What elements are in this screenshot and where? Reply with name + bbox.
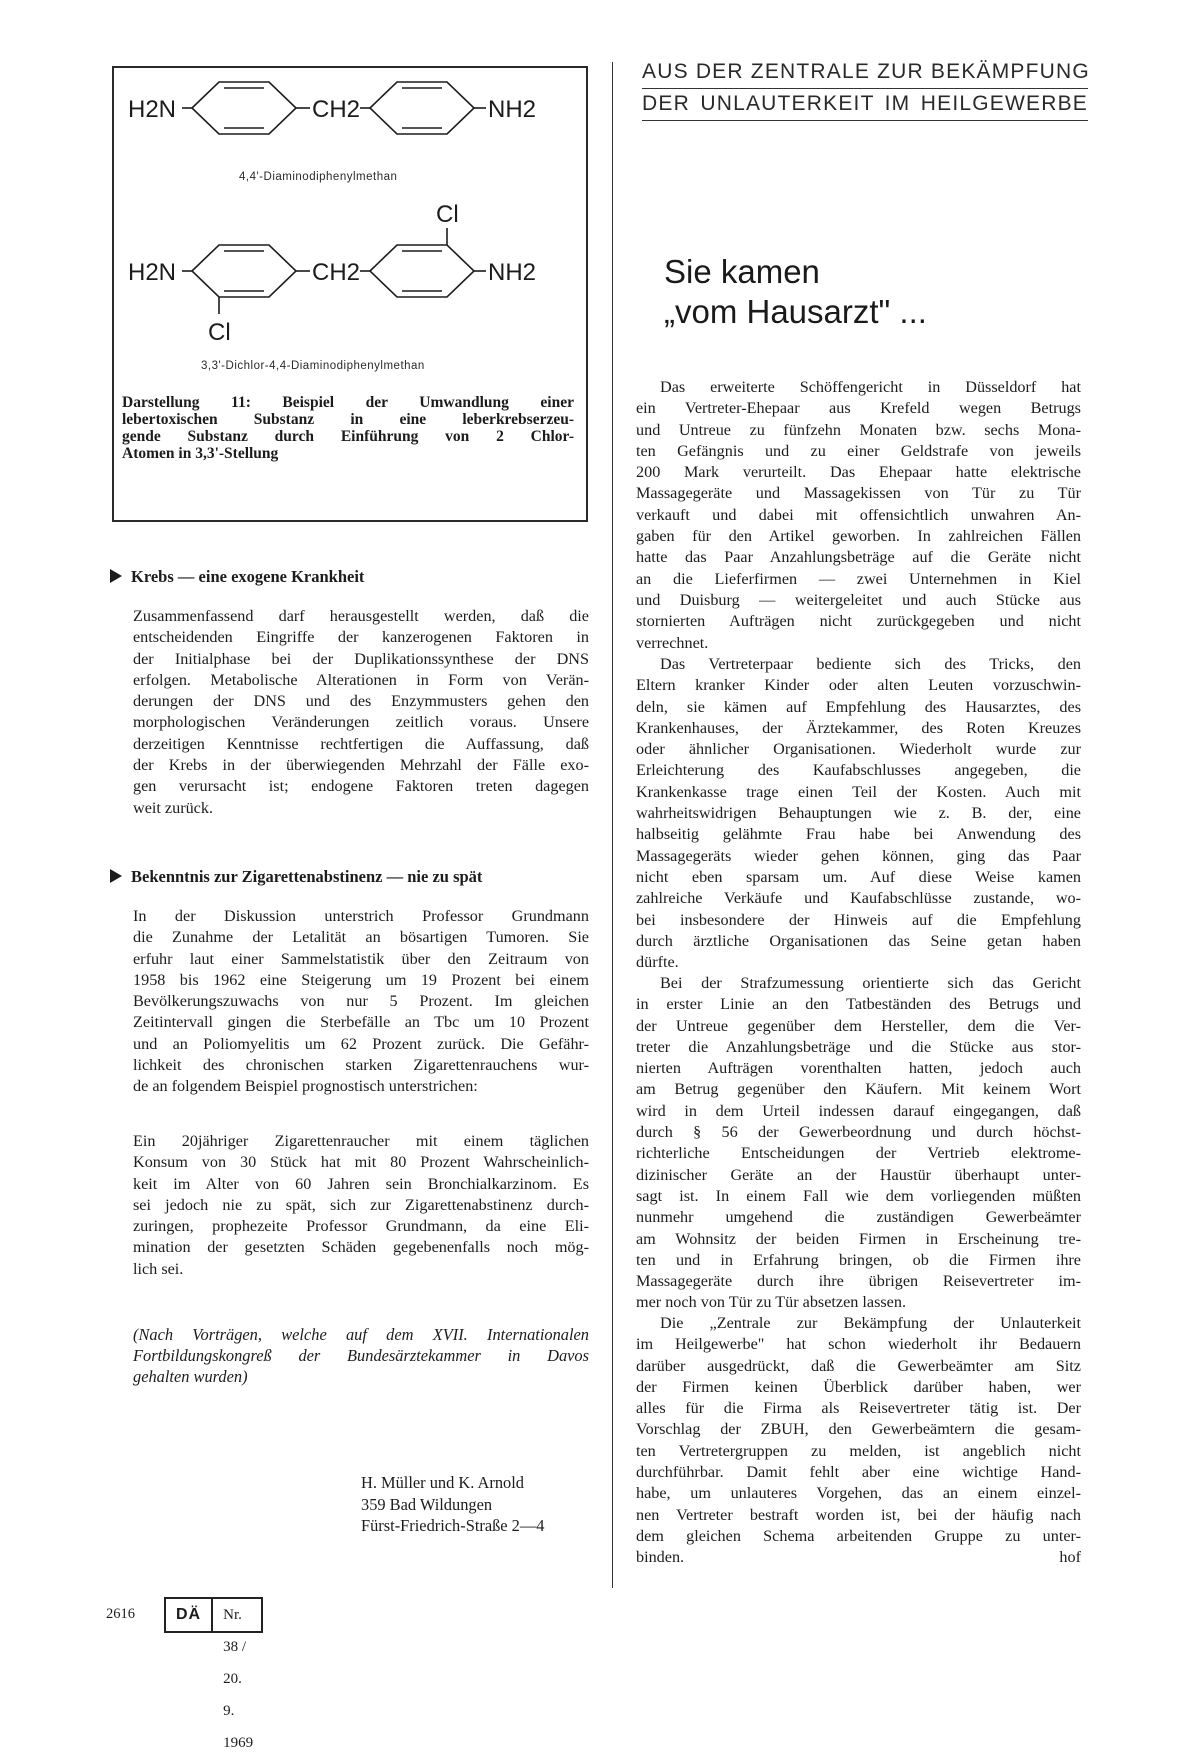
text-line: weit zurück. <box>133 798 214 817</box>
page-number: 2616 <box>106 1606 135 1622</box>
text-line: durchführbar. Damit fehlt aber eine wichtige Hand- <box>636 1463 1081 1482</box>
paragraph-4 <box>636 1313 1081 1569</box>
source-note <box>133 1324 589 1387</box>
text-line: stornierten Aufträgen nicht zurückgegeben und nicht <box>636 612 1081 631</box>
text-line: Vorschlag der ZBUH, den Gewerbeämtern die gesam- <box>636 1420 1081 1439</box>
text-line: deln, sie kämen auf Empfehlung des Hausarztes, des <box>636 697 1081 716</box>
text-line: gaben für den Artikel geworben. In zahlreichen Fällen <box>636 527 1081 546</box>
text-line: dem gleichen Schema arbeitenden Gruppe zu unter- <box>636 1526 1081 1545</box>
section3-body <box>133 1131 589 1280</box>
figure-box <box>112 66 588 522</box>
note-line: gehalten wurden) <box>133 1367 248 1386</box>
text-line: Erleichterung des Kaufabschlusses angegeben, die <box>636 761 1081 780</box>
text-line: zahlreiche Verkäufe und Kaufabschlüsse zustande, wo- <box>636 889 1081 908</box>
section-heading-zigaretten: Bekenntnis zur Zigarettenabstinenz — nie zu spät <box>110 867 482 887</box>
figure-caption-line: gende Substanz durch Einführung von 2 Chlor- <box>122 428 574 445</box>
text-line: derungen der DNS und des Enzymmusters gehen den <box>133 692 589 711</box>
text-line: und Untreue zu fünfzehn Monaten bzw. sechs Mona- <box>636 420 1081 439</box>
text-line: am Wohnsitz der beiden Firmen in Erscheinung tre- <box>636 1229 1081 1248</box>
department-rule <box>642 88 1088 89</box>
text-line: lich sei. <box>133 1259 184 1278</box>
author-line: 359 Bad Wildungen <box>361 1494 493 1514</box>
journal-issue: Nr. 38 / 20. 9. 1969 <box>223 1607 254 1751</box>
text-line: ten Vertretergruppen zu melden, ist angeblich nicht <box>636 1441 1081 1460</box>
text-line: Massagegeräts wieder gehen können, ging das Paar <box>636 846 1081 865</box>
mol2-left-group: H2N <box>128 259 177 286</box>
text-line: in erster Linie an den Tatbeständen des Betrugs und <box>636 995 1081 1014</box>
text-line: wird in dem Urteil indessen darauf eingegangen, daß <box>636 1101 1081 1120</box>
text-line: derzeitigen Kenntnisse rechtfertigen die Auffassung, daß <box>133 734 589 753</box>
text-line: durch ärztliche Organisationen das Seine getan haben <box>636 931 1081 950</box>
text-line: ten Gefängnis und zu einer Geldstrafe von jeweils <box>636 441 1081 460</box>
text-line: Krankenhauses, der Ärztekammer, des Roten Kreuzes <box>636 718 1081 737</box>
benzene-ring-left-2 <box>192 245 296 297</box>
text-line: nen Vertreter bestraft worden ist, bei der häufig nach <box>636 1505 1081 1524</box>
text-line: im Heilgewerbe" hat schon wiederholt ihr Bedauern <box>636 1335 1081 1354</box>
text-line: nicht eben sparsam um. Auf diese Weise kamen <box>636 867 1081 886</box>
text-line: hatte das Paar Anzahlungsbeträge auf die Geräte nicht <box>636 548 1081 567</box>
text-line: verrechnet. <box>636 633 709 652</box>
text-line: Massagegeräte durch ihre übrigen Reisevertreter im- <box>636 1272 1081 1291</box>
text-line: Zusammenfassend darf herausgestellt werden, daß die <box>133 607 589 625</box>
mol1-bridge: CH2 <box>312 96 361 123</box>
text-line: 1958 bis 1962 eine Steigerung um 19 Prozent bei einem <box>133 970 589 989</box>
text-line: Ein 20jähriger Zigarettenraucher mit einem täglichen <box>133 1132 589 1150</box>
author-line: H. Müller und K. Arnold <box>361 1473 524 1492</box>
mol1-right-group: NH2 <box>488 96 537 123</box>
text-line: durch § 56 der Gewerbeordnung und durch höchst- <box>636 1123 1081 1142</box>
text-line: entscheidenden Eingriffe der kanzerogenen Faktoren in <box>133 628 589 647</box>
text-line: lichkeit des chronischen starken Zigarettenrauchens wur- <box>133 1056 589 1075</box>
text-line: 200 Mark verurteilt. Das Ehepaar hatte elektrische <box>636 463 1081 482</box>
text-line: sagt ist. In einem Fall wie dem vorliegenden müßten <box>636 1186 1081 1205</box>
mol2-substituent-bottom: Cl <box>208 319 231 346</box>
text-line: Bei der Strafzumessung orientierte sich das Gericht <box>660 974 1081 992</box>
text-line: wahrheitswidrigen Behauptungen wie z. B. der, eine <box>636 804 1081 823</box>
text-line: am Betrug gegenüber den Käufern. Mit keinem Wort <box>636 1080 1081 1099</box>
benzene-ring-right-2 <box>370 245 474 297</box>
author-signature: hof <box>1059 1548 1081 1567</box>
benzene-ring-right-1 <box>370 82 474 134</box>
department-line: AUS DER ZENTRALE ZUR BEKÄMPFUNG <box>642 60 1090 83</box>
note-line: Fortbildungskongreß der Bundesärztekammer in Davos <box>133 1346 589 1365</box>
text-line: alles für die Firma als Reisevertreter tätig ist. Der <box>636 1399 1081 1418</box>
column-divider <box>612 62 613 1588</box>
text-line: sei jedoch nie zu spät, sich zur Zigarettenabstinenz durch- <box>133 1195 589 1214</box>
mol2-right-group: NH2 <box>488 259 537 286</box>
text-line: habe, um unlauteres Vorgehen, das an einem einzel- <box>636 1484 1081 1503</box>
title-line: „vom Hausarzt" ... <box>664 293 927 330</box>
text-line: halbseitig gelähmte Frau habe bei Anwendung des <box>636 825 1081 844</box>
text-line: Das Vertreterpaar bediente sich des Tricks, den <box>660 655 1081 673</box>
text-line: erfuhr laut einer Sammelstatistik über den Zeitraum von <box>133 949 589 968</box>
paragraph-3 <box>636 973 1081 1314</box>
text-line: nunmehr umgehend die zuständigen Gewerbeämter <box>636 1208 1081 1227</box>
title-line: Sie kamen <box>664 253 820 290</box>
section2-body <box>133 906 589 1098</box>
text-line: mination der gesetzten Schäden gegebenenfalls noch mög- <box>133 1238 589 1257</box>
department-rule <box>642 120 1088 121</box>
text-line: bei insbesondere der Hinweis auf die Empfehlung <box>636 910 1081 929</box>
department-line: DER UNLAUTERKEIT IM HEILGEWERBE <box>642 92 1088 115</box>
molecule1-name: 4,4'-Diaminodiphenylmethan <box>239 171 398 183</box>
text-line: der Untreue gegenüber dem Hersteller, dem die Ver- <box>636 1016 1081 1035</box>
text-line: Zeitintervall gingen die Sterbefälle an Tbc um 10 Prozent <box>133 1013 589 1032</box>
section1-body <box>133 606 589 819</box>
figure-caption <box>122 394 574 462</box>
figure-caption-line: Darstellung 11: Beispiel der Umwandlung einer <box>122 394 574 411</box>
paragraph-2 <box>636 654 1081 973</box>
text-line: und Duisburg — weitergeleitet und auch Stücke aus <box>636 590 1081 609</box>
text-line: darüber ausgedrückt, daß die Gewerbeämter am Sitz <box>636 1356 1081 1375</box>
text-line: Konsum von 30 Stück hat mit 80 Prozent Wahrscheinlich- <box>133 1153 589 1172</box>
text-line: Das erweiterte Schöffengericht in Düsseldorf hat <box>660 378 1081 396</box>
text-line: an die Lieferfirmen — zwei Unternehmen in Kiel <box>636 569 1081 588</box>
text-line: Krankenkasse trage einen Teil der Kosten. Auch mit <box>636 782 1081 801</box>
figure-caption-line: Atomen in 3,3'-Stellung <box>122 445 279 462</box>
author-line: Fürst-Friedrich-Straße 2—4 <box>361 1516 545 1535</box>
text-line: der Firmen keinen Überblick darüber haben, wer <box>636 1377 1081 1396</box>
text-line: verkauft und dabei mit offensichtlich unwahren An- <box>636 505 1081 524</box>
text-line: Bevölkerungszuwachs von nur 5 Prozent. Im gleichen <box>133 992 589 1011</box>
mol2-bridge: CH2 <box>312 259 361 286</box>
text-line: dürfte. <box>636 953 679 972</box>
journal-box <box>164 1597 263 1751</box>
mol1-left-group: H2N <box>128 96 177 123</box>
triangle-bullet-icon <box>110 569 122 583</box>
note-line: (Nach Vorträgen, welche auf dem XVII. Internationalen <box>133 1325 589 1344</box>
molecule2-name: 3,3'-Dichlor-4,4-Diaminodiphenylmethan <box>201 360 425 372</box>
text-line: morphologischen Veränderungen zeitlich voraus. Unsere <box>133 713 589 732</box>
final-text: binden. <box>636 1548 685 1567</box>
text-line: der Krebs in der überwiegenden Mehrzahl der Fälle exo- <box>133 756 589 775</box>
benzene-ring-left-1 <box>192 82 296 134</box>
article-title <box>664 252 927 332</box>
text-line: Massagegeräte und Massagekissen von Tür zu Tür <box>636 484 1081 503</box>
mol2-substituent-top: Cl <box>436 201 459 228</box>
text-line: de an folgendem Beispiel prognostisch unterstrichen: <box>133 1077 478 1096</box>
text-line: und an Poliomyelitis um 62 Prozent zurück. Die Gefähr- <box>133 1034 589 1053</box>
text-line: ein Vertreter-Ehepaar aus Krefeld wegen Betrugs <box>636 399 1081 418</box>
text-line: erfolgen. Metabolische Alterationen in Form von Verän- <box>133 670 589 689</box>
text-line: keit im Alter von 60 Jahren sein Bronchialkarzinom. Es <box>133 1174 589 1193</box>
text-line: gen verursacht ist; endogene Faktoren treten dagegen <box>133 777 589 796</box>
text-line: richterliche Entscheidungen der Vertrieb elektrome- <box>636 1144 1081 1163</box>
triangle-bullet-icon <box>110 869 122 883</box>
text-line: mer noch von Tür zu Tür absetzen lassen. <box>636 1293 907 1312</box>
text-line: zuringen, prophezeite Professor Grundmann, da eine Eli- <box>133 1217 589 1236</box>
section-heading-krebs: Krebs — eine exogene Krankheit <box>110 567 364 587</box>
text-line: treter die Anzahlungsbeträge und die Stücke aus stor- <box>636 1037 1081 1056</box>
text-line: Die „Zentrale zur Bekämpfung der Unlauterkeit <box>660 1314 1081 1332</box>
journal-logo: DÄ <box>166 1599 213 1631</box>
text-line: der Initialphase bei der Duplikationssynthese der DNS <box>133 649 589 668</box>
figure-caption-line: lebertoxischen Substanz in eine leberkrebserzeu- <box>122 411 574 428</box>
text-line: die Zunahme der Letalität an bösartigen Tumoren. Sie <box>133 928 589 947</box>
paragraph-1 <box>636 377 1081 654</box>
author-address <box>361 1472 544 1537</box>
text-line-final <box>636 1547 1081 1568</box>
text-line: Eltern kranker Kinder oder alten Leuten vorzuschwin- <box>636 676 1081 695</box>
text-line: oder ähnlicher Organisationen. Wiederholt wurde zur <box>636 740 1081 759</box>
text-line: dizinischer Geräte an der Haustür überhaupt unter- <box>636 1165 1081 1184</box>
text-line: ten und in Erfahrung bringen, ob die Firmen ihre <box>636 1250 1081 1269</box>
text-line: nierten Aufträgen vorenthalten hatten, jedoch auch <box>636 1059 1081 1078</box>
text-line: In der Diskussion unterstrich Professor Grundmann <box>133 907 589 925</box>
